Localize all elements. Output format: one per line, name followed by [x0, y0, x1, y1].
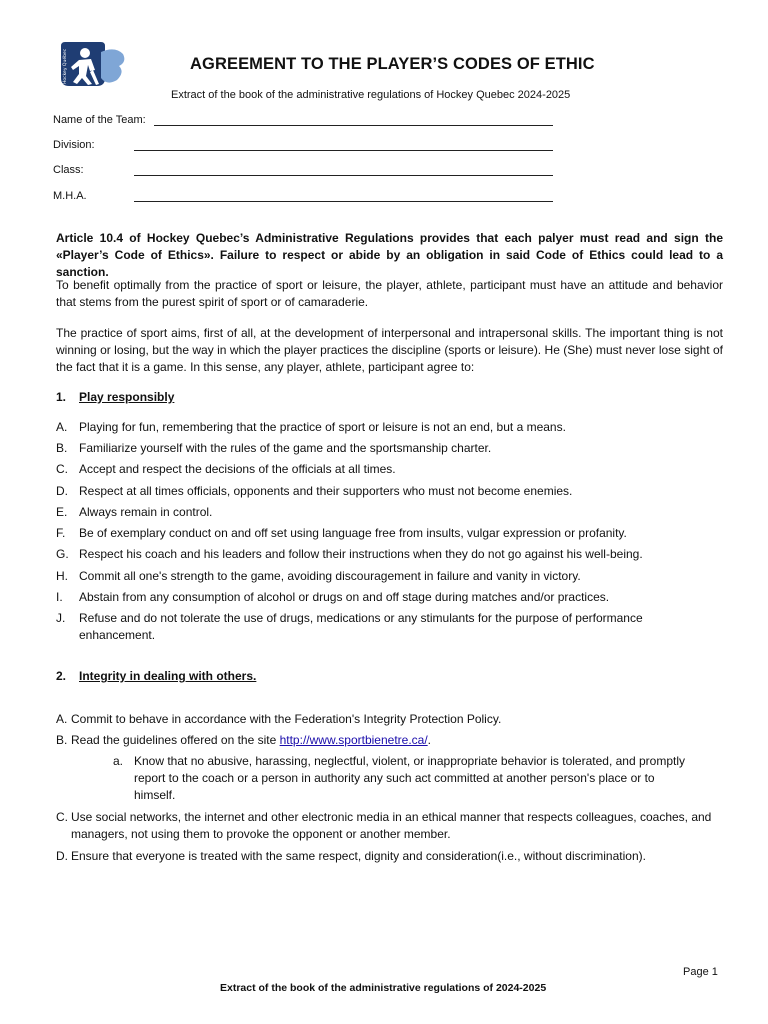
sportbienetre-link[interactable]: http://www.sportbienetre.ca/ [279, 733, 428, 747]
class-label: Class: [53, 164, 84, 176]
intro-paragraph-2: The practice of sport aims, first of all, at the development of interpersonal and intrapersonal skills. The important thing is not winning or losing, but the way in which the player practices the discipline (sports or leisure). He (She) must never lose sight of the fact that it is a game. In this sense, any player, athlete, participant agree to: [56, 326, 723, 374]
list-item: E. Always remain in control. [56, 505, 213, 519]
mha-field [53, 190, 87, 202]
class-input-line[interactable] [134, 175, 553, 176]
list-item: A. Playing for fun, remembering that the practice of sport or leisure is not an end, but a means. [56, 420, 566, 434]
list-item: H. Commit all one's strength to the game, avoiding discouragement in failure and vanity in victory. [56, 569, 581, 583]
intro-paragraph-1: To benefit optimally from the practice of sport or leisure, the player, athlete, participant must have an attitude and behavior that stems from the purest spirit of sport or of camaraderie. [56, 278, 723, 309]
list-item: F. Be of exemplary conduct on and off set using language free from insults, vulgar expression or profanity. [56, 526, 627, 540]
logo-text: Hockey Québec [63, 48, 68, 84]
page-subtitle: Extract of the book of the administrative regulations of Hockey Quebec 2024-2025 [171, 89, 571, 101]
section-2-number: 2. [56, 669, 67, 683]
list-item: D. Ensure that everyone is treated with the same respect, dignity and consideration(i.e., without discrimination). [56, 849, 646, 863]
article-paragraph: Article 10.4 of Hockey Quebec’s Administrative Regulations provides that each palyer must read and sign the «Player’s Code of Ethics». Failure to respect or abide by an obligation in said Code of Ethics could lead to a sanction. [56, 231, 723, 279]
sub-list-item: a. Know that no abusive, harassing, neglectful, violent, or inappropriate behavior is tolerated, and promptly report to the coach or a person in authority any such act committed at another person's place or to himself. [113, 754, 685, 802]
list-item: J. Refuse and do not tolerate the use of drugs, medications or any stimulants for the purpose of performance enhancement. [56, 611, 643, 642]
team-input-line[interactable] [154, 125, 553, 126]
list-item: C. Accept and respect the decisions of the officials at all times. [56, 462, 396, 476]
section-1-heading [56, 390, 174, 404]
page-number: Page 1 [683, 966, 718, 978]
list-item: G. Respect his coach and his leaders and follow their instructions when they do not go against his well-being. [56, 547, 643, 561]
list-item: B. Read the guidelines offered on the site http://www.sportbienetre.ca/. [56, 733, 432, 747]
mha-label: M.H.A. [53, 190, 87, 202]
footer-text: Extract of the book of the administrative regulations of 2024-2025 [220, 982, 547, 994]
list-item: I. Abstain from any consumption of alcohol or drugs on and off stage during matches and/or practices. [56, 590, 610, 604]
list-item: A. Commit to behave in accordance with the Federation's Integrity Protection Policy. [56, 712, 502, 726]
division-input-line[interactable] [134, 150, 553, 151]
list-item: B. Familiarize yourself with the rules of the game and the sportsmanship charter. [56, 441, 492, 455]
section-1-number: 1. [56, 390, 67, 404]
section-2-title: Integrity in dealing with others. [79, 669, 257, 683]
section-1-title: Play responsibly [79, 390, 175, 404]
list-item: C. Use social networks, the internet and other electronic media in an ethical manner that respects colleagues, coaches, and managers, not using them to provoke the opponent or another member. [56, 810, 712, 841]
mha-input-line[interactable] [134, 201, 553, 202]
division-label: Division: [53, 139, 95, 151]
class-field [53, 164, 84, 176]
team-field [53, 114, 146, 126]
section-2-heading [56, 669, 256, 683]
team-label: Name of the Team: [53, 114, 146, 126]
hockey-quebec-logo [57, 40, 127, 90]
list-item: D. Respect at all times officials, opponents and their supporters who must not become enemies. [56, 484, 573, 498]
page-title: AGREEMENT TO THE PLAYER’S CODES OF ETHIC [190, 55, 595, 73]
division-field [53, 139, 95, 151]
